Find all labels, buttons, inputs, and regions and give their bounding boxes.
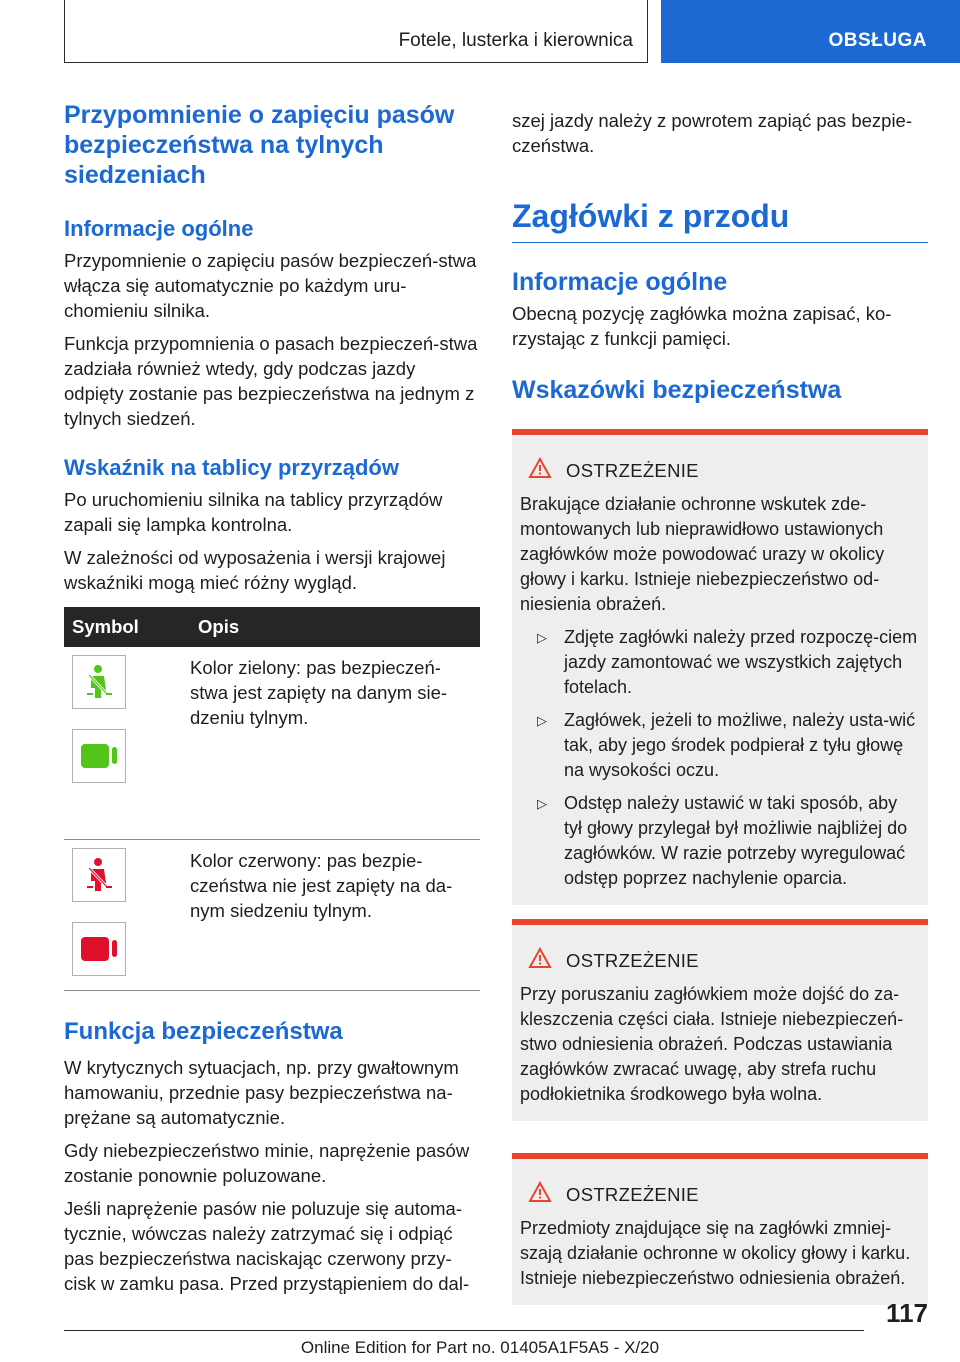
chapter-title: Fotele, lusterka i kierownica bbox=[398, 30, 633, 51]
seatbelt-red-icon bbox=[72, 848, 126, 902]
right-column bbox=[512, 108, 928, 1305]
table-row bbox=[64, 840, 480, 991]
page-number: 117 bbox=[886, 1298, 928, 1328]
seatbelt-green-icon bbox=[72, 655, 126, 709]
warning-text: Przedmioty znajdujące się na zagłówki zmniej‐szają działanie ochronne w okolicy głowy i karku. Istnieje niebezpieczeństwo odniesienia obrażeń. bbox=[520, 1218, 911, 1288]
bullet-triangle-icon: ▷ bbox=[537, 630, 547, 645]
seat-indicator-red-icon bbox=[72, 922, 126, 976]
paragraph-general-2: Funkcja przypomnienia o pasach bezpieczeń‐stwa zadziała również wtedy, gdy podczas jazdy odpięty zostanie pas bezpieczeństwa na jednym z tylnych siedzeń. bbox=[64, 333, 478, 429]
column-header-description: Opis bbox=[190, 607, 480, 647]
description-red: Kolor czerwony: pas bezpie‐czeństwa nie jest zapięty na da‐nym siedzeniu tylnym. bbox=[190, 850, 453, 921]
heading-safety-tips: Wskazówki bezpieczeństwa bbox=[512, 376, 842, 404]
warning-text: Brakujące działanie ochronne wskutek zde‐montowanych lub nieprawidłowo ustawionych zagłówków może powodować urazy w okolicy głowy i karku. Istnieje niebezpieczeństwo od‐niesienia obrażeń. bbox=[520, 494, 885, 614]
bullet-triangle-icon: ▷ bbox=[537, 713, 547, 728]
heading-safety-function: Funkcja bezpieczeństwa bbox=[64, 1018, 343, 1045]
list-item: ▷ Zagłówek, jeżeli to możliwe, należy usta‐wić tak, aby jego środek podpierał z tyłu głowę na wysokości oczu. bbox=[520, 708, 920, 783]
warning-label: OSTRZEŻENIE bbox=[566, 459, 699, 481]
header-section-tab bbox=[661, 0, 960, 63]
paragraph-general-right: Obecną pozycję zagłówka można zapisać, ko‐rzystając z funkcji pamięci. bbox=[512, 303, 892, 349]
warning-label: OSTRZEŻENIE bbox=[566, 1183, 699, 1205]
heading-general-info-right: Informacje ogólne bbox=[512, 268, 728, 296]
list-item: ▷ Zdjęte zagłówki należy przed rozpoczę‐ciem jazdy zamontować we wszystkich zajętych fotelach. bbox=[520, 625, 920, 700]
warning-triangle-icon bbox=[528, 947, 552, 974]
warning-box bbox=[512, 1153, 928, 1305]
footer-edition: Online Edition for Part no. 01405A1F5A5 - X/20 bbox=[300, 1338, 660, 1357]
paragraph-safety-1: W krytycznych sytuacjach, np. przy gwałtownym hamowaniu, przednie pasy bezpieczeństwa na‐prężane są automatycznie. bbox=[64, 1057, 459, 1128]
table-row bbox=[64, 647, 480, 840]
column-header-symbol: Symbol bbox=[64, 607, 190, 647]
warning-triangle-icon bbox=[528, 457, 552, 484]
heading-general-info: Informacje ogólne bbox=[64, 216, 254, 241]
left-column bbox=[64, 100, 480, 1296]
symbol-table bbox=[64, 607, 480, 991]
header-chapter-box bbox=[64, 0, 648, 63]
paragraph-continued: szej jazdy należy z powrotem zapiąć pas bezpie‐czeństwa. bbox=[512, 110, 912, 156]
paragraph-safety-3: Jeśli naprężenie pasów nie poluzuje się automa‐tycznie, wówczas należy zatrzymać się i odpiąć pas bezpieczeństwa naciskając czerwony przy‐cisk w zamku pasa. Przed przystąpieniem do dal‐ bbox=[64, 1198, 470, 1294]
paragraph-indicator-2: W zależności od wyposażenia i wersji krajowej wskaźniki mogą mieć różny wygląd. bbox=[64, 547, 446, 593]
heading-seatbelt-reminder: Przypomnienie o zapięciu pasów bezpieczeństwa na tylnych siedzeniach bbox=[64, 101, 455, 189]
warning-text: Przy poruszaniu zagłówkiem może dojść do za‐kleszczenia części ciała. Istnieje niebezpieczeń‐stwo odniesienia obrażeń. Podczas ustawiania zagłówków zwracać uwagę, aby strefa ruchu podłokietnika środkowego była wolna. bbox=[520, 984, 904, 1104]
seat-indicator-green-icon bbox=[72, 729, 126, 783]
warning-triangle-icon bbox=[528, 1181, 552, 1208]
warning-label: OSTRZEŻENIE bbox=[566, 949, 699, 971]
section-label: OBSŁUGA bbox=[828, 30, 927, 51]
heading-front-headrests: Zagłówki z przodu bbox=[512, 196, 928, 243]
table-header-row bbox=[64, 607, 480, 647]
paragraph-general-1: Przypomnienie o zapięciu pasów bezpieczeń‐stwa włącza się automatycznie po każdym uru‐chomieniu silnika. bbox=[64, 250, 477, 321]
paragraph-safety-2: Gdy niebezpieczeństwo minie, naprężenie pasów zostanie ponownie poluzowane. bbox=[64, 1140, 470, 1186]
warning-box bbox=[512, 429, 928, 905]
description-green: Kolor zielony: pas bezpieczeń‐stwa jest zapięty na danym sie‐dzeniu tylnym. bbox=[190, 657, 448, 728]
list-item: ▷ Odstęp należy ustawić w taki sposób, aby tył głowy przylegał był możliwie najbliżej do zagłówków. W razie potrzeby wyregulować odstęp poprzez nachylenie oparcia. bbox=[520, 791, 920, 891]
bullet-triangle-icon: ▷ bbox=[537, 796, 547, 811]
warning-box bbox=[512, 919, 928, 1121]
heading-instrument-indicator: Wskaźnik na tablicy przyrządów bbox=[64, 455, 399, 480]
footer-divider bbox=[64, 1330, 864, 1331]
paragraph-indicator-1: Po uruchomieniu silnika na tablicy przyrządów zapali się lampka kontrolna. bbox=[64, 489, 443, 535]
